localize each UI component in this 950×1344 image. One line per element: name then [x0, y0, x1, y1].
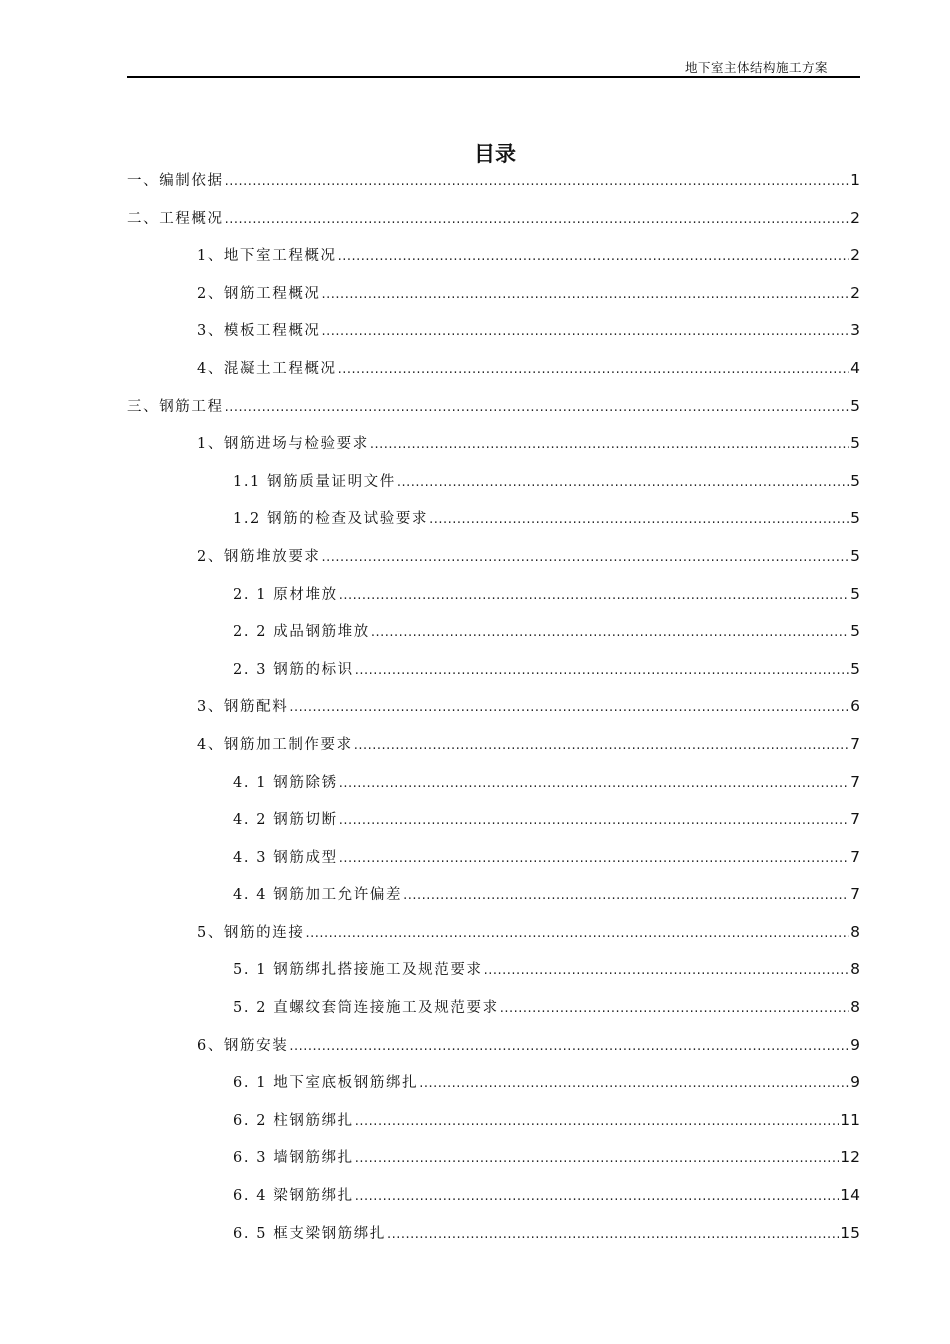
toc-leader-dots: [305, 920, 849, 948]
toc-leader-dots: [429, 506, 849, 534]
toc-entry[interactable]: [127, 279, 860, 317]
toc-entry-label: 1.2 钢筋的检查及试验要求: [233, 511, 429, 528]
toc-entry-page: 8: [850, 998, 860, 1017]
toc-entry-label: 6. 4 梁钢筋绑扎: [233, 1188, 354, 1205]
toc-entry[interactable]: [127, 467, 860, 505]
toc-entry[interactable]: [127, 204, 860, 242]
toc-entry[interactable]: [127, 166, 860, 204]
toc-entry-page: 2: [850, 208, 860, 227]
header-title: 地下室主体结构施工方案: [684, 60, 828, 75]
toc-leader-dots: [355, 1108, 839, 1136]
toc-entry-label: 5. 1 钢筋绑扎搭接施工及规范要求: [233, 962, 483, 979]
toc-entry-page: 3: [850, 321, 860, 340]
toc-leader-dots: [419, 1070, 849, 1098]
toc-leader-dots: [387, 1221, 839, 1249]
toc-leader-dots: [289, 1033, 849, 1061]
toc-entry-label: 1、钢筋进场与检验要求: [197, 436, 369, 453]
toc-leader-dots: [322, 318, 850, 346]
toc-entry-label: 6. 1 地下室底板钢筋绑扎: [233, 1075, 419, 1092]
toc-entry[interactable]: [127, 316, 860, 354]
toc-entry-label: 2. 1 原材堆放: [233, 586, 338, 603]
toc-entry-page: 5: [850, 546, 860, 565]
toc-entry-label: 2. 2 成品钢筋堆放: [233, 624, 370, 641]
toc-entry-label: 4、混凝土工程概况: [197, 360, 337, 377]
toc-entry-page: 2: [850, 246, 860, 265]
toc-entry-page: 4: [850, 358, 860, 377]
toc-leader-dots: [339, 845, 849, 873]
toc-leader-dots: [338, 356, 850, 384]
toc-entry-label: 5、钢筋的连接: [197, 924, 305, 941]
toc-entry[interactable]: [127, 1031, 860, 1069]
toc-entry-page: 2: [850, 283, 860, 302]
toc-entry[interactable]: [127, 354, 860, 392]
toc-leader-dots: [355, 657, 849, 685]
toc-entry-page: 7: [850, 810, 860, 829]
toc-entry[interactable]: [127, 993, 860, 1031]
toc-entry-page: 9: [850, 1035, 860, 1054]
toc-entry-label: 6. 5 框支梁钢筋绑扎: [233, 1225, 386, 1242]
toc-entry-label: 4. 3 钢筋成型: [233, 849, 338, 866]
toc-entry-label: 1.1 钢筋质量证明文件: [233, 473, 396, 490]
toc-entry-label: 三、钢筋工程: [127, 398, 224, 415]
toc-entry-label: 2. 3 钢筋的标识: [233, 661, 354, 678]
toc-entry[interactable]: [127, 730, 860, 768]
toc-entry[interactable]: [127, 655, 860, 693]
toc-entry-label: 2、钢筋工程概况: [197, 285, 321, 302]
table-of-contents: [127, 166, 860, 1256]
toc-entry-page: 5: [850, 509, 860, 528]
toc-leader-dots: [338, 243, 850, 271]
toc-entry-page: 9: [850, 1073, 860, 1092]
toc-entry-page: 5: [850, 471, 860, 490]
toc-entry[interactable]: [127, 504, 860, 542]
toc-entry-label: 3、钢筋配料: [197, 699, 289, 716]
toc-entry-page: 8: [850, 960, 860, 979]
toc-title: 目录: [474, 142, 516, 166]
toc-entry-page: 7: [850, 885, 860, 904]
toc-entry[interactable]: [127, 1219, 860, 1257]
toc-entry[interactable]: [127, 1181, 860, 1219]
toc-entry-page: 15: [840, 1223, 860, 1242]
toc-leader-dots: [371, 619, 849, 647]
toc-leader-dots: [484, 957, 850, 985]
toc-leader-dots: [225, 168, 850, 196]
toc-leader-dots: [397, 469, 849, 497]
toc-leader-dots: [500, 995, 849, 1023]
toc-leader-dots: [403, 882, 849, 910]
toc-entry[interactable]: [127, 768, 860, 806]
toc-entry-label: 5. 2 直螺纹套筒连接施工及规范要求: [233, 1000, 499, 1017]
toc-entry-label: 一、编制依据: [127, 173, 224, 189]
toc-entry-page: 7: [850, 734, 860, 753]
toc-entry-label: 3、模板工程概况: [197, 323, 321, 340]
toc-leader-dots: [322, 544, 850, 572]
toc-entry-page: 5: [850, 434, 860, 453]
toc-entry-label: 6. 2 柱钢筋绑扎: [233, 1112, 354, 1129]
toc-leader-dots: [339, 770, 849, 798]
toc-entry[interactable]: [127, 1143, 860, 1181]
toc-entry-page: 5: [850, 584, 860, 603]
toc-entry[interactable]: [127, 805, 860, 843]
toc-entry[interactable]: [127, 955, 860, 993]
toc-entry-page: 14: [840, 1186, 860, 1205]
toc-entry[interactable]: [127, 429, 860, 467]
toc-entry-label: 4、钢筋加工制作要求: [197, 736, 353, 753]
toc-entry[interactable]: [127, 392, 860, 430]
toc-entry-label: 2、钢筋堆放要求: [197, 548, 321, 565]
toc-entry[interactable]: [127, 580, 860, 618]
toc-leader-dots: [355, 1183, 839, 1211]
toc-entry[interactable]: [127, 542, 860, 580]
toc-entry[interactable]: [127, 1106, 860, 1144]
toc-entry-label: 4. 4 钢筋加工允许偏差: [233, 887, 403, 904]
toc-entry[interactable]: [127, 843, 860, 881]
toc-entry-page: 5: [850, 396, 860, 415]
toc-leader-dots: [225, 394, 850, 422]
toc-entry-page: 11: [840, 1110, 860, 1129]
toc-entry[interactable]: [127, 1068, 860, 1106]
toc-entry-page: 5: [850, 659, 860, 678]
toc-entry[interactable]: [127, 241, 860, 279]
toc-entry-label: 6. 3 墙钢筋绑扎: [233, 1150, 354, 1167]
toc-entry-page: 7: [850, 847, 860, 866]
toc-leader-dots: [225, 206, 850, 234]
toc-entry[interactable]: [127, 918, 860, 956]
toc-entry-page: 6: [850, 697, 860, 716]
toc-entry-page: 12: [840, 1148, 860, 1167]
toc-entry-page: 5: [850, 622, 860, 641]
toc-entry-label: 1、地下室工程概况: [197, 248, 337, 265]
toc-entry-page: 8: [850, 922, 860, 941]
toc-leader-dots: [370, 431, 849, 459]
page-header: [127, 56, 860, 78]
toc-entry-page: 7: [850, 772, 860, 791]
toc-entry-label: 4. 2 钢筋切断: [233, 812, 338, 829]
toc-entry[interactable]: [127, 880, 860, 918]
toc-leader-dots: [355, 1145, 839, 1173]
toc-leader-dots: [289, 694, 849, 722]
toc-leader-dots: [354, 732, 849, 760]
toc-leader-dots: [339, 807, 849, 835]
toc-entry-label: 4. 1 钢筋除锈: [233, 774, 338, 791]
toc-entry-label: 6、钢筋安装: [197, 1037, 289, 1054]
toc-entry-page: 1: [850, 171, 860, 189]
toc-leader-dots: [322, 281, 850, 309]
toc-entry-label: 二、工程概况: [127, 210, 224, 227]
toc-entry[interactable]: [127, 617, 860, 655]
toc-leader-dots: [339, 582, 849, 610]
toc-entry[interactable]: [127, 692, 860, 730]
